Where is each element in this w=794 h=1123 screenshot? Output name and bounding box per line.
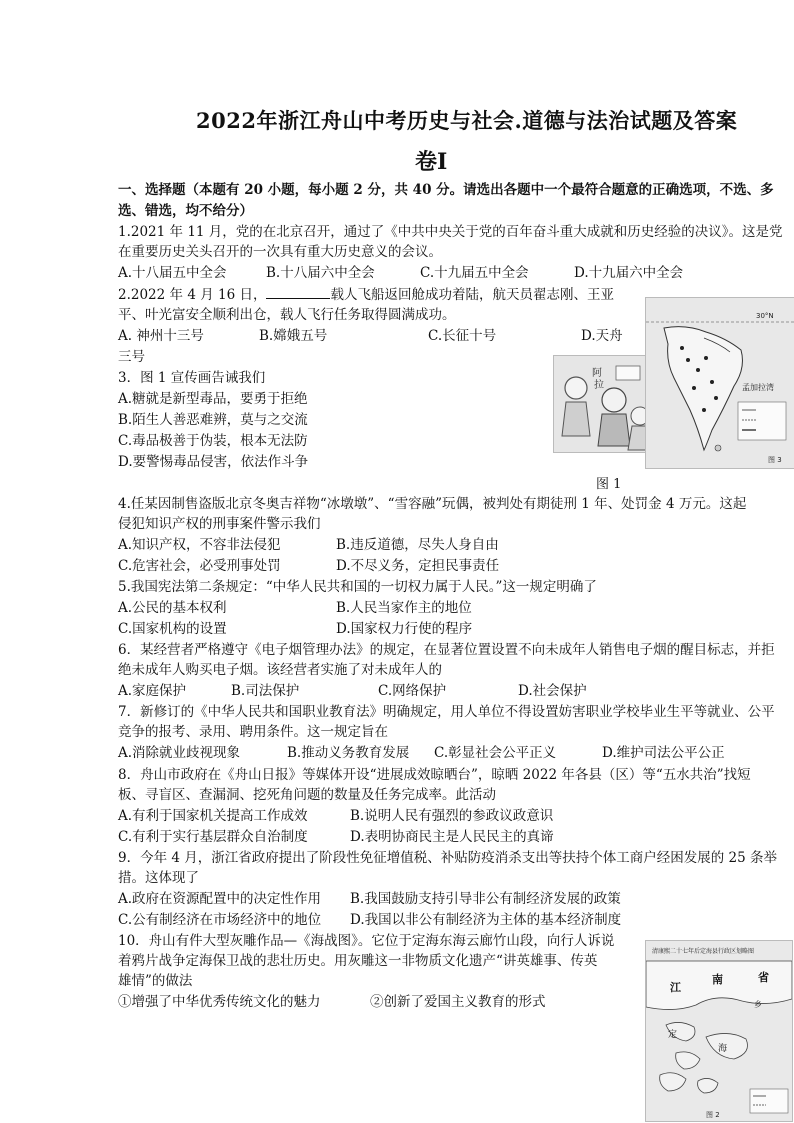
q6-stem-line2: 绝未成年人购买电子烟。该经营者实施了对未成年人的 [118,662,442,678]
paper-title: 2022年浙江舟山中考历史与社会.道德与法治试题及答案 [196,108,738,133]
figure-3-map [645,297,794,469]
q5-option-b: B.人民当家作主的地位 [336,600,472,616]
q1-option-a: A.十八届五中全会 [118,265,227,281]
q3-option-a: A.糖就是新型毒品，要勇于拒绝 [118,391,308,407]
figure-1-anti-drug-poster [553,355,657,453]
q8-stem-line1: 8．舟山市政府在《舟山日报》等媒体开设“进展成效晾晒台”，晾晒 2022 年各县（区）等“五水共治”找短 [118,767,751,783]
figure-1-caption: 图 1 [596,477,622,492]
q2-stem-pre: 2.2022 年 4 月 16 日， [118,287,267,303]
svg-text:阿: 阿 [592,368,602,379]
map2-label-nan: 南 [712,973,723,986]
q1-option-c: C.十九届五中全会 [420,265,529,281]
q9-stem-line1: 9．今年 4 月，浙江省政府提出了阶段性免征增值税、补贴防疫消杀支出等扶持个体工商户经困发展的 25 条举 [118,850,778,866]
q7-option-d: D.维护司法公平公正 [602,745,725,761]
q3-option-d: D.要警惕毒品侵害，依法作斗争 [118,454,309,470]
q3-option-c: C.毒品极善于伪装，根本无法防 [118,433,308,449]
q9-stem-line2: 措。这体现了 [118,870,199,886]
map3-lat-label: 30°N [756,312,774,320]
q7-stem-line1: 7．新修订的《中华人民共和国职业教育法》明确规定，用人单位不得设置妨害职业学校毕业生平等就业、公平 [118,704,775,720]
q2-stem-line2: 平、叶光富安全顺利出仓，载人飞行任务取得圆满成功。 [118,307,456,323]
q10-stem-line3: 雄情”的做法 [118,973,193,989]
q7-stem-line2: 竞争的报考、录用、聘用条件。这一规定旨在 [118,724,388,740]
q2-option-c: C.长征十号 [428,328,497,344]
map2-label-jiang: 江 [670,981,681,994]
q6-option-b: B.司法保护 [231,683,300,699]
map2-label-hai: 海 [718,1044,728,1054]
q7-option-b: B.推动义务教育发展 [287,745,410,761]
map3-caption: 图 3 [768,456,782,464]
q2-stem-post: 载人飞船返回舱成功着陆，航天员翟志刚、王亚 [330,287,614,303]
q4-option-c: C.危害社会，必受刑事处罚 [118,558,281,574]
q6-stem-line1: 6．某经营者严格遵守《电子烟管理办法》的规定，在显著位置设置不向未成年人销售电子烟的醒目标志，并拒 [118,642,775,658]
q4-stem-line2: 侵犯知识产权的刑事案件警示我们 [118,516,321,532]
q8-stem-line2: 板、寻盲区、查漏洞、挖死角问题的数量及任务完成率。此活动 [118,787,496,803]
q4-stem-line1: 4.任某因制售盗版北京冬奥吉祥物“冰墩墩”、“雪容融”玩偶，被判处有期徒刑 1 年、处罚金 4 万元。这起 [118,496,747,512]
q2-option-d-wrap: 三号 [118,349,145,365]
q10-stem-line2: 着鸦片战争定海保卫战的悲壮历史。用灰雕这一非物质文化遗产“讲英雄事、传英 [118,953,598,969]
q6-option-a: A.家庭保护 [118,683,187,699]
paper-subtitle: 卷Ⅰ [415,149,448,175]
q4-option-b: B.违反道德，尽失人身自由 [336,537,499,553]
q3-option-b: B.陌生人善恶难辨，莫与之交流 [118,412,308,428]
q6-option-c: C.网络保护 [378,683,447,699]
q8-option-d: D.表明协商民主是人民民主的真谛 [350,829,554,845]
q5-option-d: D.国家权力行使的程序 [336,621,473,637]
q8-option-a: A.有利于国家机关提高工作成效 [118,808,308,824]
q5-stem: 5.我国宪法第二条规定：“中华人民共和国的一切权力属于人民。”这一规定明确了 [118,579,597,595]
q2-stem-line1 [118,285,614,305]
q2-option-b: B.嫦娥五号 [259,328,328,344]
svg-text:拉: 拉 [594,380,604,391]
q4-option-a: A.知识产权，不容非法侵犯 [118,537,281,553]
q10-stem-line1: 10．舟山有件大型灰雕作品—《海战图》。它位于定海东海云廊竹山段，向行人诉说 [118,933,615,949]
q10-item-1: ①增强了中华优秀传统文化的魅力 [118,994,321,1010]
q10-item-2: ②创新了爱国主义教育的形式 [370,994,546,1010]
q5-option-c: C.国家机构的设置 [118,621,227,637]
q9-option-b: B.我国鼓励支持引导非公有制经济发展的政策 [350,891,621,907]
q1-stem-line2: 在重要历史关头召开的一次具有重大历史意义的会议。 [118,244,442,260]
q9-option-d: D.我国以非公有制经济为主体的基本经济制度 [350,912,622,928]
figure-2-map [645,940,793,1122]
section-heading: 一、选择题（本题有 20 小题，每小题 2 分，共 40 分。请选出各题中一个最符合题意的正确选项，不选、多选、错选，均不给分） [118,182,774,219]
q1-option-b: B.十八届六中全会 [266,265,375,281]
q8-option-c: C.有利于实行基层群众自治制度 [118,829,308,845]
q1-stem-line1: 1.2021 年 11 月，党的在北京召开，通过了《中共中央关于党的百年奋斗重大成就和历史经验的决议》。这是党 [118,224,783,240]
map2-label-xiang: 乡 [754,1000,762,1009]
q3-stem: 3．图 1 宣传画告诫我们 [118,370,266,386]
map2-label-sheng: 省 [758,971,769,984]
q5-option-a: A.公民的基本权利 [118,600,227,616]
q9-option-a: A.政府在资源配置中的决定性作用 [118,891,322,907]
q2-option-d: D.天舟 [581,328,623,344]
q2-option-a: A. 神州十三号 [118,328,204,344]
q8-option-b: B.说明人民有强烈的参政议政意识 [350,808,554,824]
map2-heading: 清康熙二十七年后定海县行政区划略图 [652,948,755,955]
q6-option-d: D.社会保护 [518,683,587,699]
map2-caption: 图 2 [706,1111,720,1119]
map3-bay-label: 孟加拉湾 [742,383,774,392]
q7-option-c: C.彰显社会公平正义 [434,745,557,761]
q9-option-c: C.公有制经济在市场经济中的地位 [118,912,322,928]
q2-blank [266,286,330,299]
q4-option-d: D.不尽义务，定担民事责任 [336,558,500,574]
map2-label-ding: 定 [668,1030,678,1040]
q1-option-d: D.十九届六中全会 [574,265,684,281]
q7-option-a: A.消除就业歧视现象 [118,745,241,761]
